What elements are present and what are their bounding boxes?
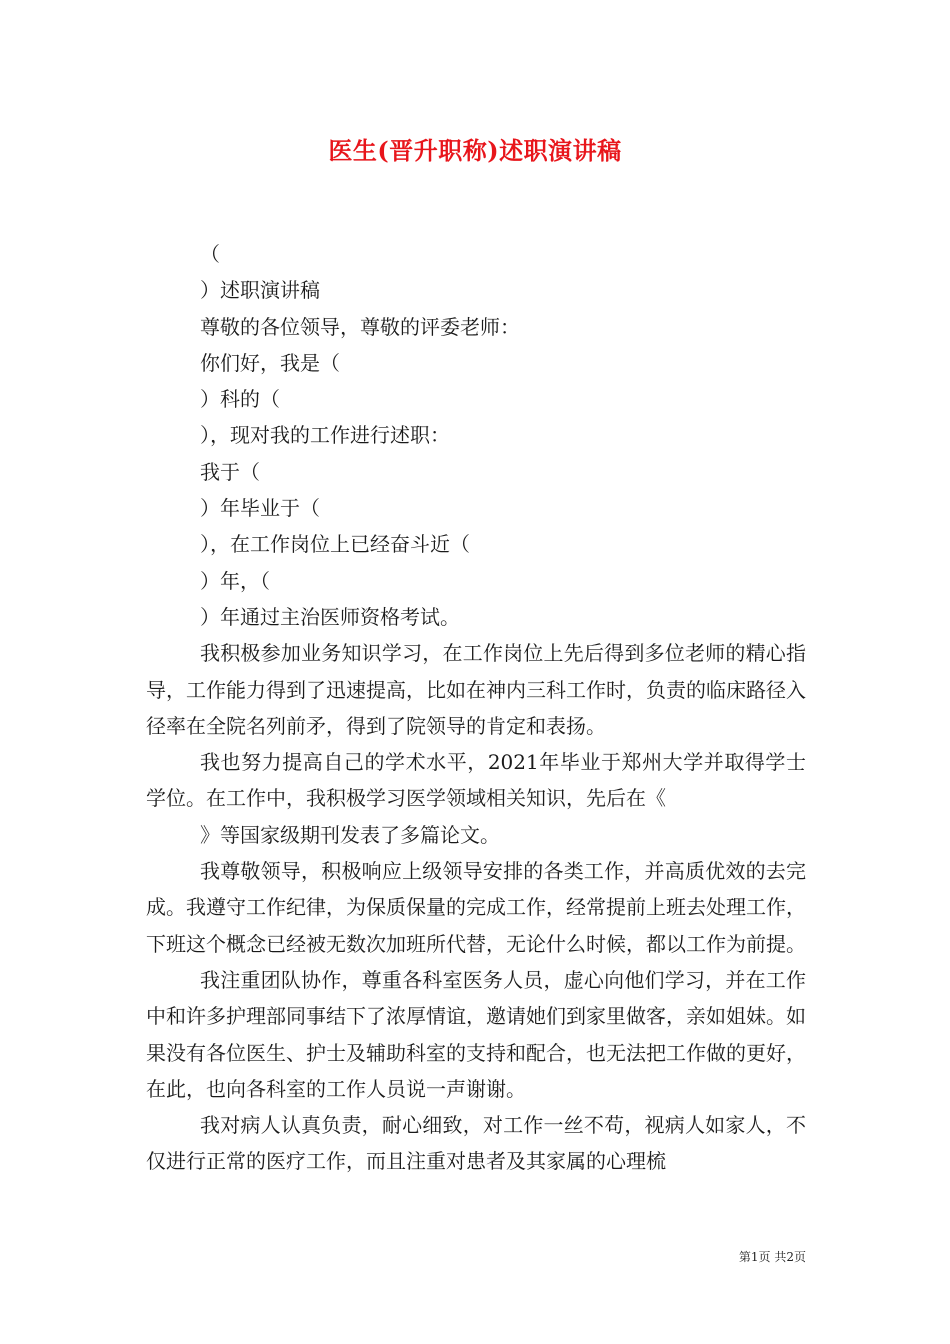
text-line: 我于（: [200, 459, 260, 484]
text-line: ）年毕业于（: [200, 496, 320, 521]
document-title: 医生(晋升职称)述职演讲稿: [328, 136, 622, 165]
text-line: （: [200, 242, 220, 266]
paragraph: 我注重团队协作，尊重各科室医务人员，虚心向他们学习，并在工作中和许多护理部同事结下了浓厚情谊，邀请她们到家里做客，亲如姐妹。如果没有各位医生、护士及辅助科室的支持和配合，也无法把工作做的更好，在此，也向各科室的工作人员说一声谢谢。: [146, 967, 806, 1101]
paragraph: 》等国家级期刊发表了多篇论文。: [200, 822, 500, 847]
paragraph: 我也努力提高自己的学术水平，2021年毕业于郑州大学并取得学士学位。在工作中，我积极学习医学领域相关知识，先后在《: [146, 750, 806, 811]
paragraph: 我对病人认真负责，耐心细致，对工作一丝不苟，视病人如家人，不仅进行正常的医疗工作，而且注重对患者及其家属的心理梳: [146, 1113, 806, 1174]
text-line: ）述职演讲稿: [200, 278, 320, 303]
text-line: 尊敬的各位领导，尊敬的评委老师：: [200, 314, 520, 339]
paragraph: 我积极参加业务知识学习，在工作岗位上先后得到多位老师的精心指导，工作能力得到了迅速提高，比如在神内三科工作时，负责的临床路径入径率在全院名列前矛，得到了院领导的肯定和表扬。: [146, 641, 806, 738]
paragraph: 我尊敬领导，积极响应上级领导安排的各类工作，并高质优效的去完成。我遵守工作纪律，为保质保量的完成工作，经常提前上班去处理工作，下班这个概念已经被无数次加班所代替，无论什么时候，都以工作为前提。: [146, 859, 806, 956]
document-body: [146, 236, 806, 1180]
text-line: ）年通过主治医师资格考试。: [200, 604, 460, 629]
text-line: ），在工作岗位上已经奋斗近（: [200, 532, 470, 557]
page-number-footer: 第1页 共2页: [738, 1250, 806, 1264]
text-line: ）科的（: [200, 387, 280, 412]
text-line: 你们好，我是（: [200, 350, 340, 375]
text-line: ），现对我的工作进行述职：: [200, 423, 450, 448]
text-line: ）年，（: [200, 568, 270, 593]
